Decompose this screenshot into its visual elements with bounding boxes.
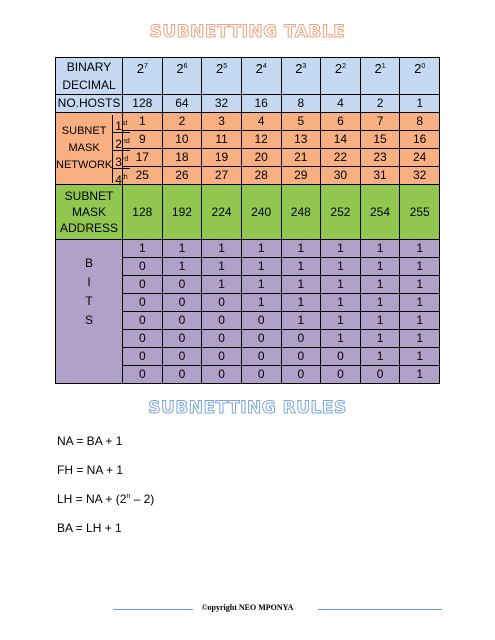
bit-cell: 1 — [281, 312, 321, 330]
copyright-footer: ©opyright NEO MPONYA — [201, 603, 294, 612]
bits-letter: B — [84, 256, 93, 270]
bit-cell: 1 — [241, 276, 281, 294]
network-value-cell: 9 — [123, 131, 163, 149]
network-value-cell: 20 — [241, 149, 281, 167]
power-base: 2 — [414, 61, 422, 76]
network-value-cell: 11 — [202, 131, 242, 149]
bit-cell: 1 — [123, 240, 163, 258]
hosts-value-cell: 128 — [123, 95, 163, 113]
rule-text: FH = NA + 1 — [57, 463, 124, 477]
network-value-cell: 23 — [360, 149, 400, 167]
bit-cell: 1 — [400, 276, 440, 294]
ordinal-number: 3 — [115, 154, 122, 169]
hosts-row — [56, 95, 440, 113]
mask-address-value-cell: 248 — [281, 185, 321, 240]
bit-cell: 1 — [162, 240, 202, 258]
bit-cell: 1 — [162, 258, 202, 276]
bit-cell: 1 — [281, 240, 321, 258]
power-exponent: 1 — [381, 63, 386, 70]
network-value-cell: 7 — [360, 113, 400, 131]
bit-cell: 0 — [162, 294, 202, 312]
bit-cell: 0 — [123, 294, 163, 312]
network-value-cell: 28 — [241, 167, 281, 185]
bit-cell: 0 — [241, 312, 281, 330]
mask-address-label-line: ADDRESS — [59, 221, 118, 235]
ordinal-number: 2 — [115, 136, 122, 151]
network-row — [56, 113, 440, 131]
subnet-mask-network-label — [56, 113, 130, 187]
mask-address-row — [56, 185, 440, 240]
bits-letter: I — [87, 275, 91, 289]
bit-cell: 0 — [123, 276, 163, 294]
decimal-label-line: DECIMAL — [62, 78, 116, 92]
bit-cell: 0 — [202, 294, 242, 312]
ordinal-suffix: st — [121, 119, 128, 127]
bit-cell: 0 — [241, 348, 281, 366]
power-base: 2 — [215, 61, 224, 76]
power-exponent: 5 — [223, 63, 228, 70]
network-value-cell: 17 — [123, 149, 163, 167]
network-value-cell: 31 — [360, 167, 400, 185]
network-value-cell: 26 — [162, 167, 202, 185]
hosts-value-cell: 2 — [360, 95, 400, 113]
hosts-value-cell: 64 — [162, 95, 202, 113]
ordinal-suffix: rd — [121, 155, 129, 163]
bits-row — [56, 240, 440, 258]
network-value-cell: 4 — [241, 113, 281, 131]
bit-cell: 1 — [360, 258, 400, 276]
mask-address-value-cell: 252 — [321, 185, 361, 240]
power-base: 2 — [136, 61, 144, 76]
bit-cell: 1 — [202, 258, 242, 276]
hosts-value-cell: 4 — [321, 95, 361, 113]
bit-cell: 1 — [400, 312, 440, 330]
bits-letter: T — [85, 294, 93, 308]
bit-cell: 0 — [281, 330, 321, 348]
network-value-cell: 29 — [281, 167, 321, 185]
hosts-value-cell: 8 — [281, 95, 321, 113]
bit-cell: 1 — [321, 240, 361, 258]
power-exponent: 6 — [183, 63, 188, 70]
network-value-cell: 14 — [321, 131, 361, 149]
network-value-cell: 18 — [162, 149, 202, 167]
rule-text: BA = LH + 1 — [57, 521, 122, 535]
bit-cell: 1 — [400, 258, 440, 276]
network-value-cell: 8 — [400, 113, 440, 131]
network-value-cell: 2 — [162, 113, 202, 131]
bit-cell: 1 — [360, 330, 400, 348]
network-value-cell: 16 — [400, 131, 440, 149]
power-base: 2 — [176, 61, 184, 76]
network-label-line: NETWORK — [56, 159, 113, 171]
bit-cell: 0 — [162, 366, 202, 384]
ordinal-label — [113, 133, 129, 151]
power-base: 2 — [374, 61, 382, 76]
bit-cell: 1 — [321, 276, 361, 294]
bit-cell: 1 — [281, 258, 321, 276]
subnet-mask-address-label — [56, 185, 123, 240]
rule-formula — [57, 434, 122, 448]
bit-cell: 1 — [400, 366, 440, 384]
power-of-two-cell — [360, 58, 400, 95]
network-value-cell: 5 — [281, 113, 321, 131]
binary-decimal-label — [56, 58, 123, 95]
bit-cell: 1 — [321, 312, 361, 330]
bit-cell: 0 — [162, 312, 202, 330]
bit-cell: 0 — [202, 366, 242, 384]
network-value-cell: 12 — [241, 131, 281, 149]
power-of-two-cell — [321, 58, 361, 95]
bit-cell: 0 — [202, 312, 242, 330]
bit-cell: 1 — [202, 240, 242, 258]
network-value-cell: 21 — [281, 149, 321, 167]
power-of-two-cell — [281, 58, 321, 95]
ordinal-suffix: th — [121, 173, 128, 181]
power-exponent: 7 — [143, 63, 148, 70]
hosts-value-cell: 1 — [400, 95, 440, 113]
bit-cell: 0 — [202, 348, 242, 366]
bit-cell: 1 — [360, 276, 400, 294]
ordinal-number: 4 — [115, 172, 122, 187]
bits-letter: S — [84, 313, 93, 327]
mask-address-label-line: SUBNET — [64, 189, 114, 203]
hosts-value-cell: 32 — [202, 95, 242, 113]
bit-cell: 0 — [162, 276, 202, 294]
bit-cell: 1 — [400, 330, 440, 348]
bit-cell: 0 — [360, 366, 400, 384]
network-value-cell: 6 — [321, 113, 361, 131]
bit-cell: 1 — [360, 312, 400, 330]
bit-cell: 1 — [400, 294, 440, 312]
bit-cell: 1 — [241, 240, 281, 258]
network-value-cell: 24 — [400, 149, 440, 167]
rules-title: SUBNETTING RULES — [148, 398, 347, 418]
bit-cell: 0 — [321, 366, 361, 384]
rule-formula — [57, 521, 122, 535]
bit-cell: 0 — [123, 348, 163, 366]
network-value-cell: 30 — [321, 167, 361, 185]
network-value-cell: 10 — [162, 131, 202, 149]
power-of-two-cell — [202, 58, 242, 95]
power-of-two-cell — [400, 58, 440, 95]
ordinal-label — [113, 115, 129, 133]
ordinal-label — [113, 169, 129, 186]
power-exponent: 4 — [262, 63, 267, 70]
bit-cell: 1 — [321, 258, 361, 276]
network-value-cell: 32 — [400, 167, 440, 185]
bit-cell: 0 — [281, 348, 321, 366]
bit-cell: 1 — [360, 294, 400, 312]
bit-cell: 1 — [360, 240, 400, 258]
bit-cell: 0 — [281, 366, 321, 384]
bits-label — [56, 240, 123, 384]
power-exponent: 3 — [302, 63, 307, 70]
bit-cell: 1 — [202, 276, 242, 294]
network-value-cell: 25 — [123, 167, 163, 185]
binary-label-line: BINARY — [66, 60, 112, 74]
bit-cell: 0 — [162, 348, 202, 366]
bit-cell: 0 — [123, 312, 163, 330]
bit-cell: 1 — [281, 276, 321, 294]
bit-cell: 1 — [241, 294, 281, 312]
mask-address-value-cell: 128 — [123, 185, 163, 240]
network-value-cell: 19 — [202, 149, 242, 167]
power-base: 2 — [255, 61, 263, 76]
network-value-cell: 27 — [202, 167, 242, 185]
power-base: 2 — [295, 61, 303, 76]
network-value-cell: 3 — [202, 113, 242, 131]
network-value-cell: 22 — [321, 149, 361, 167]
hosts-label: NO.HOSTS — [56, 95, 123, 113]
power-exponent: 2 — [342, 63, 346, 70]
network-label-line: MASK — [68, 142, 100, 154]
ordinal-label — [113, 151, 129, 169]
bit-cell: 0 — [123, 258, 163, 276]
network-value-cell: 1 — [123, 113, 163, 131]
mask-address-value-cell: 254 — [360, 185, 400, 240]
rule-formula — [57, 463, 123, 477]
bit-cell: 0 — [123, 330, 163, 348]
mask-address-value-cell: 192 — [162, 185, 202, 240]
hosts-value-cell: 16 — [241, 95, 281, 113]
bit-cell: 0 — [162, 330, 202, 348]
mask-address-value-cell: 240 — [241, 185, 281, 240]
bit-cell: 1 — [281, 294, 321, 312]
bit-cell: 0 — [123, 366, 163, 384]
bit-cell: 1 — [241, 258, 281, 276]
ordinal-number: 1 — [115, 118, 122, 133]
rule-text: LH = NA + (2 — [57, 492, 127, 506]
bit-cell: 1 — [360, 348, 400, 366]
network-value-cell: 13 — [281, 131, 321, 149]
subnetting-table — [55, 57, 440, 384]
network-value-cell: 15 — [360, 131, 400, 149]
power-of-two-cell — [123, 58, 163, 95]
mask-address-value-cell: 224 — [202, 185, 242, 240]
binary-decimal-row — [56, 58, 440, 95]
rule-exponent: n — [126, 493, 131, 500]
bit-cell: 0 — [241, 366, 281, 384]
power-base: 2 — [334, 61, 343, 76]
bit-cell: 1 — [400, 240, 440, 258]
rule-text: NA = BA + 1 — [57, 434, 123, 448]
power-of-two-cell — [241, 58, 281, 95]
bit-cell: 1 — [400, 348, 440, 366]
power-exponent: 0 — [421, 63, 426, 70]
rule-text: – 2) — [130, 492, 155, 506]
rule-formula — [57, 492, 154, 506]
mask-address-value-cell: 255 — [400, 185, 440, 240]
mask-address-label-line: MASK — [71, 205, 106, 219]
ordinal-suffix: nd — [121, 137, 130, 145]
bit-cell: 0 — [321, 348, 361, 366]
bit-cell: 0 — [202, 330, 242, 348]
network-label-line: SUBNET — [61, 125, 107, 137]
power-of-two-cell — [162, 58, 202, 95]
bit-cell: 0 — [241, 330, 281, 348]
bit-cell: 1 — [321, 294, 361, 312]
table-title: SUBNETTING TABLE — [149, 22, 346, 42]
bit-cell: 1 — [321, 330, 361, 348]
